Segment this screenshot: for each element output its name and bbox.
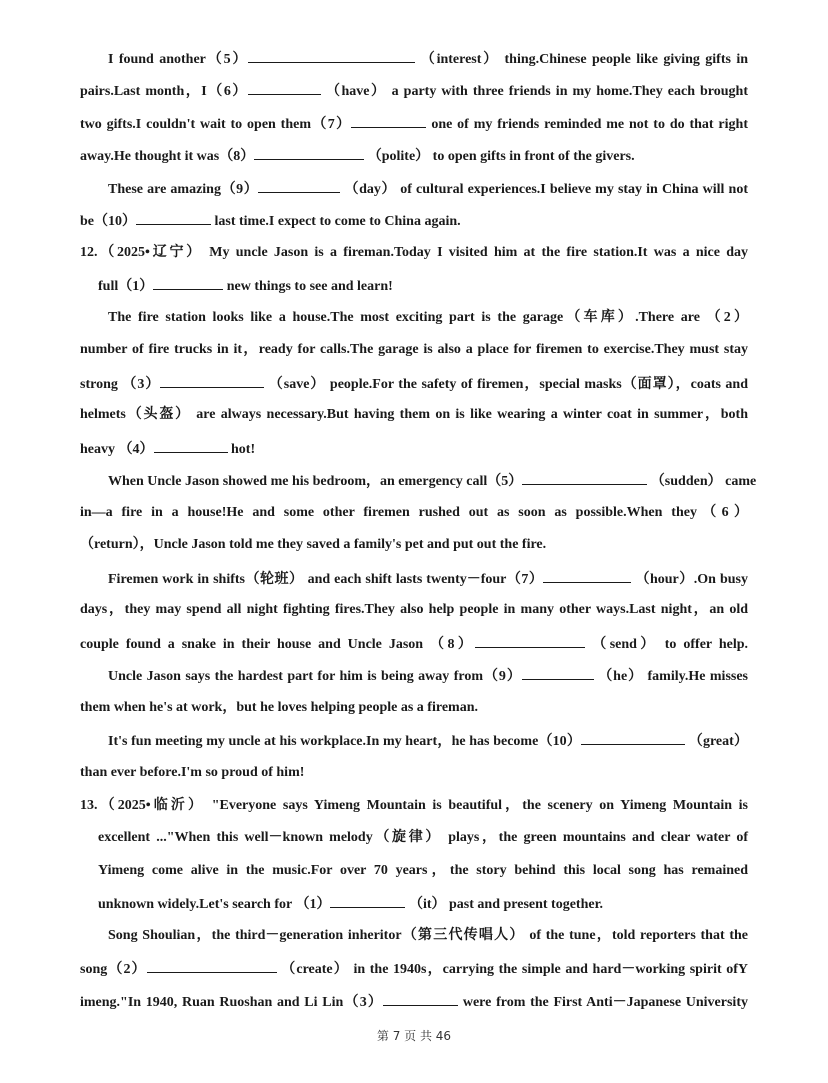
text-line bbox=[80, 796, 748, 816]
answer-blank[interactable] bbox=[136, 210, 211, 225]
answer-blank[interactable] bbox=[330, 893, 405, 908]
text-line bbox=[98, 828, 748, 848]
text-line bbox=[108, 665, 748, 685]
text-segment: The fire station looks like a house.The most exciting part is the garage（车库）.There are （2） bbox=[108, 310, 748, 325]
text-line bbox=[108, 926, 748, 946]
answer-blank[interactable] bbox=[154, 438, 228, 453]
text-segment: new things to see and learn! bbox=[223, 279, 393, 294]
text-segment: two gifts.I couldn't wait to open them（7） bbox=[80, 117, 352, 132]
text-segment: strong （3） bbox=[80, 377, 161, 392]
answer-blank[interactable] bbox=[475, 633, 585, 648]
answer-blank[interactable] bbox=[522, 470, 647, 485]
text-line bbox=[80, 763, 748, 783]
text-segment: （hour）.On busy bbox=[631, 572, 748, 587]
answer-blank[interactable] bbox=[254, 145, 364, 160]
text-segment: When Uncle Jason showed me his bedroom，an emergency call（5） bbox=[108, 474, 523, 489]
text-segment: excellent ..."When this well－known melody（旋律） plays，the green mountains and clear water of bbox=[98, 830, 748, 845]
text-line bbox=[108, 470, 757, 490]
text-segment: than ever before.I'm so proud of him! bbox=[80, 765, 305, 780]
text-line bbox=[98, 275, 748, 295]
text-line bbox=[108, 48, 748, 68]
text-segment: （it） past and present together. bbox=[405, 897, 604, 912]
text-line bbox=[80, 373, 748, 393]
answer-blank[interactable] bbox=[543, 568, 631, 583]
text-segment: in—a fire in a house!He and some other firemen rushed out as soon as possible.When they（6） bbox=[80, 505, 748, 520]
answer-blank[interactable] bbox=[153, 275, 223, 290]
text-line bbox=[80, 113, 748, 133]
text-segment: couple found a snake in their house and Uncle Jason （8） bbox=[80, 637, 476, 652]
text-line bbox=[98, 861, 748, 881]
answer-blank[interactable] bbox=[522, 665, 594, 680]
text-line bbox=[98, 893, 748, 913]
answer-blank[interactable] bbox=[581, 730, 685, 745]
text-segment: I found another（5） bbox=[108, 52, 249, 67]
text-segment: song（2） bbox=[80, 962, 147, 977]
text-line bbox=[108, 730, 748, 750]
text-line bbox=[108, 568, 748, 588]
text-segment: （return），Uncle Jason told me they saved a family's pet and put out the fire. bbox=[80, 537, 547, 552]
text-segment: Yimeng come alive in the music.For over 70 years，the story behind this local song has remained bbox=[98, 863, 748, 878]
text-segment: （sudden） came bbox=[647, 474, 757, 489]
text-segment: imeng."In 1940, Ruan Ruoshan and Li Lin（3） bbox=[80, 995, 384, 1010]
text-segment: hot! bbox=[227, 442, 256, 457]
answer-blank[interactable] bbox=[147, 958, 277, 973]
answer-blank[interactable] bbox=[351, 113, 426, 128]
text-line bbox=[80, 340, 748, 360]
text-segment: one of my friends reminded me not to do that right bbox=[426, 117, 748, 132]
text-line bbox=[80, 535, 748, 555]
answer-blank[interactable] bbox=[258, 178, 340, 193]
text-segment: Firemen work in shifts（轮班） and each shift lasts twenty－four（7） bbox=[108, 572, 544, 587]
text-segment: last time.I expect to come to China again. bbox=[211, 214, 461, 229]
text-segment: full（1） bbox=[98, 279, 154, 294]
answer-blank[interactable] bbox=[160, 373, 264, 388]
text-segment: 12.（2025•辽宁） My uncle Jason is a fireman.Today I visited him at the fire station.It was a nice day bbox=[80, 245, 748, 260]
text-segment: （send） to offer help. bbox=[585, 637, 748, 652]
text-segment: （save） people.For the safety of firemen，special masks（面罩），coats and bbox=[264, 377, 749, 392]
text-segment: unknown widely.Let's search for （1） bbox=[98, 897, 331, 912]
text-segment: It's fun meeting my uncle at his workplace.In my heart，he has become（10） bbox=[108, 734, 582, 749]
answer-blank[interactable] bbox=[383, 991, 458, 1006]
text-line bbox=[80, 958, 748, 978]
text-line bbox=[80, 503, 748, 523]
text-segment: 13.（2025•临沂） "Everyone says Yimeng Mountain is beautiful，the scenery on Yimeng Mountain is bbox=[80, 798, 748, 813]
text-segment: helmets（头盔） are always necessary.But having them on is like wearing a winter coat in summer，both bbox=[80, 407, 748, 422]
answer-blank[interactable] bbox=[248, 48, 415, 63]
text-segment: These are amazing（9） bbox=[108, 182, 259, 197]
text-segment: （have） a party with three friends in my home.They each brought bbox=[320, 84, 749, 99]
text-segment: （interest） thing.Chinese people like giving gifts in bbox=[415, 52, 748, 67]
text-segment: days，they may spend all night fighting fires.They also help people in many other ways.Last night，an old bbox=[80, 602, 748, 617]
text-line bbox=[80, 80, 748, 100]
text-line bbox=[80, 991, 748, 1011]
text-line bbox=[80, 698, 748, 718]
text-line bbox=[80, 210, 748, 230]
text-segment: Uncle Jason says the hardest part for him is being away from（9） bbox=[108, 669, 522, 684]
text-line bbox=[80, 243, 748, 263]
text-segment: （great） bbox=[685, 734, 748, 749]
answer-blank[interactable] bbox=[248, 80, 321, 95]
text-line bbox=[80, 633, 748, 653]
page-footer: 第 7 页 共 46 bbox=[376, 1029, 452, 1043]
text-segment: heavy （4） bbox=[80, 442, 154, 457]
text-line bbox=[108, 178, 748, 198]
text-segment: away.He thought it was（8） bbox=[80, 149, 255, 164]
text-segment: （he） family.He misses bbox=[593, 669, 748, 684]
text-line bbox=[80, 145, 748, 165]
text-line bbox=[108, 308, 748, 328]
text-segment: （day） of cultural experiences.I believe my stay in China will not bbox=[340, 182, 748, 197]
text-line bbox=[80, 405, 748, 425]
text-line bbox=[80, 438, 748, 458]
text-segment: be（10） bbox=[80, 214, 136, 229]
text-segment: Song Shoulian，the third－generation inheritor（第三代传唱人） of the tune，told reporters that the bbox=[108, 928, 748, 943]
text-segment: them when he's at work，but he loves helping people as a fireman. bbox=[80, 700, 478, 715]
text-segment: （polite） to open gifts in front of the givers. bbox=[364, 149, 635, 164]
text-segment: （create） in the 1940s，carrying the simple and hard－working spirit ofY bbox=[276, 962, 749, 977]
text-line bbox=[80, 600, 748, 620]
text-segment: were from the First Anti－Japanese University bbox=[458, 995, 748, 1010]
text-segment: number of fire trucks in it，ready for calls.The garage is also a place for firemen to exercise.They must stay bbox=[80, 342, 748, 357]
text-segment: pairs.Last month，I（6） bbox=[80, 84, 248, 99]
